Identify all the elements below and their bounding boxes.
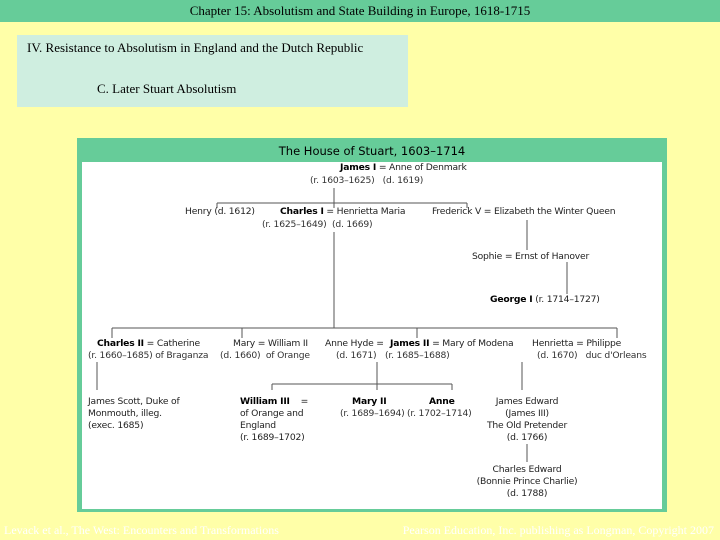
person-charles-edward: Charles Edward (Bonnie Prince Charlie) (d. 1788) — [476, 464, 578, 499]
person-james-i: James I = Anne of Denmark — [340, 162, 467, 173]
person-charles-i-dates: (r. 1625–1649) (d. 1669) — [262, 219, 373, 230]
person-henrietta: Henrietta = Philippe — [532, 338, 622, 349]
section-heading: IV. Resistance to Absolutism in England and the Dutch Republic — [27, 40, 364, 55]
person-anne-hyde: Anne Hyde = — [325, 338, 384, 349]
person-william-iii: William III = of Orange and England (r. 1689–1702) — [240, 396, 309, 443]
person-mary-william-ii: Mary = William II — [233, 338, 308, 349]
person-charles-ii-dates: (r. 1660–1685) of Braganza — [88, 350, 209, 361]
header-bar — [0, 0, 720, 22]
person-frederick-v: Frederick V = Elizabeth the Winter Queen — [432, 206, 616, 217]
person-mary-ii: Mary II (r. 1689–1694) — [340, 396, 405, 419]
person-james-ii-dates: (r. 1685–1688) — [385, 350, 450, 361]
page-title: Chapter 15: Absolutism and State Building in Europe, 1618-1715 — [189, 3, 531, 18]
figure-title: The House of Stuart, 1603–1714 — [278, 144, 466, 158]
footer-citation: Levack et al., The West: Encounters and Transformations — [4, 523, 279, 537]
person-james-edward: James Edward (James III) The Old Pretender (d. 1766) — [486, 396, 568, 443]
person-james-ii: James II = Mary of Modena — [390, 338, 514, 349]
person-george-i: George I (r. 1714–1727) — [490, 294, 600, 305]
person-charles-i: Charles I = Henrietta Maria — [280, 206, 406, 217]
family-tree-diagram — [82, 162, 662, 509]
person-charles-ii: Charles II = Catherine — [97, 338, 200, 349]
person-anne-hyde-dates: (d. 1671) — [336, 350, 377, 361]
subsection-heading: C. Later Stuart Absolutism — [97, 81, 237, 96]
person-mary-william-ii-dates: (d. 1660) of Orange — [220, 350, 310, 361]
footer-copyright: Pearson Education, Inc. publishing as Longman, Copyright 2007 — [402, 523, 714, 537]
person-james-i-dates: (r. 1603–1625) (d. 1619) — [310, 175, 424, 186]
person-anne: Anne (r. 1702–1714) — [407, 396, 472, 419]
subtitle-box — [17, 35, 408, 107]
person-henry: Henry (d. 1612) — [185, 206, 255, 217]
person-sophie: Sophie = Ernst of Hanover — [472, 251, 590, 262]
person-james-scott: James Scott, Duke of Monmouth, illeg. (exec. 1685) — [88, 396, 180, 431]
family-tree-figure — [77, 138, 667, 512]
person-henrietta-dates: (d. 1670) duc d'Orleans — [537, 350, 647, 361]
